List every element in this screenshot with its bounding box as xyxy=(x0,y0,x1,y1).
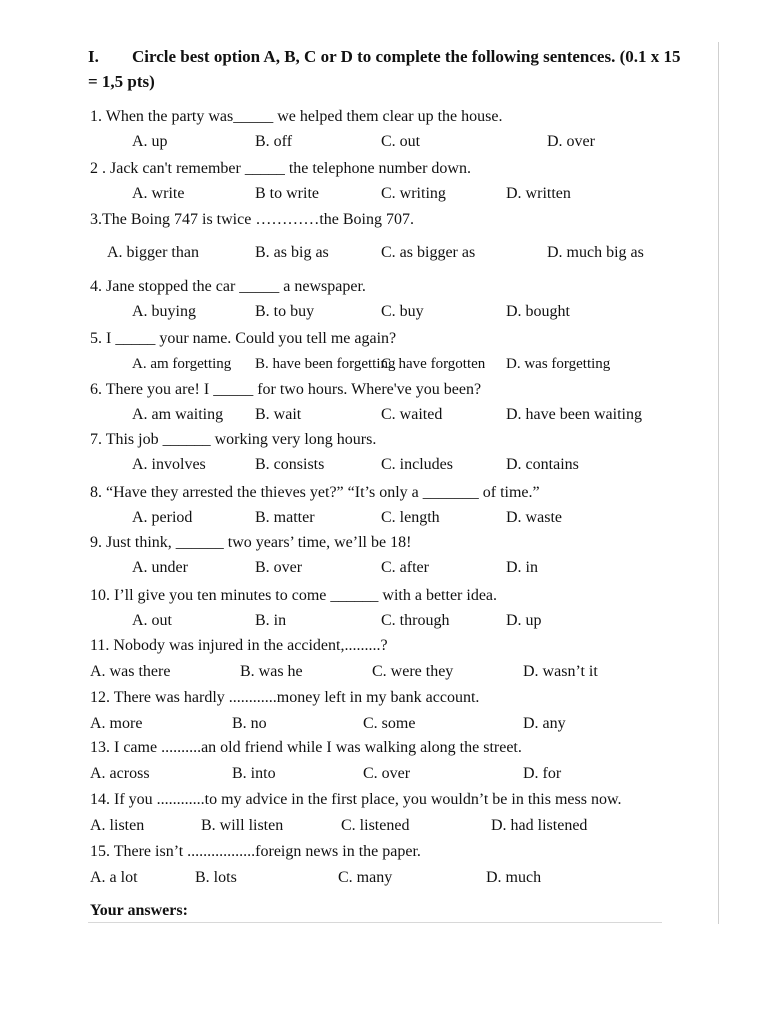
question-6-option-b[interactable]: B. wait xyxy=(255,406,302,423)
question-4-text: 4. Jane stopped the car _____ a newspaper. xyxy=(90,278,366,295)
question-12-option-a[interactable]: A. more xyxy=(90,715,143,732)
question-9-option-b[interactable]: B. over xyxy=(255,559,303,576)
question-4-option-d[interactable]: D. bought xyxy=(506,303,570,320)
question-14-option-d[interactable]: D. had listened xyxy=(491,817,588,834)
question-12-option-b[interactable]: B. no xyxy=(232,715,267,732)
question-8-text: 8. “Have they arrested the thieves yet?” “It’s only a _______ of time.” xyxy=(90,484,540,501)
question-9-option-c[interactable]: C. after xyxy=(381,559,429,576)
question-15-option-b[interactable]: B. lots xyxy=(195,869,237,886)
question-7-option-b[interactable]: B. consists xyxy=(255,456,325,473)
question-12-option-c[interactable]: C. some xyxy=(363,715,416,732)
question-5-option-d[interactable]: D. was forgetting xyxy=(506,356,611,372)
question-10-option-c[interactable]: C. through xyxy=(381,612,450,629)
question-9-option-d[interactable]: D. in xyxy=(506,559,538,576)
section-instruction: Circle best option A, B, C or D to complete the following sentences. (0.1 x 15 = 1,5 pts) xyxy=(88,47,681,91)
question-2-option-a[interactable]: A. write xyxy=(132,185,185,202)
question-3-option-c[interactable]: C. as bigger as xyxy=(381,244,476,261)
question-11-option-c[interactable]: C. were they xyxy=(372,663,454,680)
question-3-option-d[interactable]: D. much big as xyxy=(547,244,644,261)
question-12-option-d[interactable]: D. any xyxy=(523,715,566,732)
question-10-option-b[interactable]: B. in xyxy=(255,612,287,629)
question-15-option-c[interactable]: C. many xyxy=(338,869,393,886)
question-8-option-c[interactable]: C. length xyxy=(381,509,440,526)
question-14-option-c[interactable]: C. listened xyxy=(341,817,410,834)
question-13-option-a[interactable]: A. across xyxy=(90,765,150,782)
question-13-option-c[interactable]: C. over xyxy=(363,765,411,782)
question-5-option-a[interactable]: A. am forgetting xyxy=(132,356,232,372)
question-4-option-a[interactable]: A. buying xyxy=(132,303,196,320)
question-14-option-b[interactable]: B. will listen xyxy=(201,817,284,834)
question-12-text: 12. There was hardly ............money left in my bank account. xyxy=(90,689,480,706)
question-15-text: 15. There isn’t .................foreign news in the paper. xyxy=(90,843,421,860)
question-2-option-b[interactable]: B to write xyxy=(255,185,319,202)
question-11-option-d[interactable]: D. wasn’t it xyxy=(523,663,598,680)
question-14-option-a[interactable]: A. listen xyxy=(90,817,145,834)
question-11-text: 11. Nobody was injured in the accident,.........? xyxy=(90,637,388,654)
question-11-option-b[interactable]: B. was he xyxy=(240,663,303,680)
question-7-option-a[interactable]: A. involves xyxy=(132,456,206,473)
question-8-option-b[interactable]: B. matter xyxy=(255,509,315,526)
question-3-option-a[interactable]: A. bigger than xyxy=(107,244,199,261)
question-6-option-a[interactable]: A. am waiting xyxy=(132,406,224,423)
question-13-text: 13. I came ..........an old friend while I was walking along the street. xyxy=(90,739,522,756)
question-3-text: 3.The Boing 747 is twice …………the Boing 707. xyxy=(90,211,414,228)
question-5-text: 5. I _____ your name. Could you tell me again? xyxy=(90,330,397,347)
question-2-option-c[interactable]: C. writing xyxy=(381,185,446,202)
question-8-option-a[interactable]: A. period xyxy=(132,509,193,526)
answers-label: Your answers: xyxy=(90,902,188,919)
question-13-option-b[interactable]: B. into xyxy=(232,765,276,782)
question-1-option-a[interactable]: A. up xyxy=(132,133,168,150)
question-10-text: 10. I’ll give you ten minutes to come ______ with a better idea. xyxy=(90,587,498,604)
question-14-text: 14. If you ............to my advice in the first place, you wouldn’t be in this mess now. xyxy=(90,791,622,808)
question-6-text: 6. There you are! I _____ for two hours. Where've you been? xyxy=(90,381,482,398)
answers-line xyxy=(88,922,662,923)
question-13-option-d[interactable]: D. for xyxy=(523,765,562,782)
question-15-option-d[interactable]: D. much xyxy=(486,869,542,886)
question-1-option-c[interactable]: C. out xyxy=(381,133,421,150)
question-9-option-a[interactable]: A. under xyxy=(132,559,188,576)
question-5-option-b[interactable]: B. have been forgetting xyxy=(255,356,396,372)
question-6-option-d[interactable]: D. have been waiting xyxy=(506,406,642,423)
question-7-text: 7. This job ______ working very long hours. xyxy=(90,431,377,448)
question-7-option-d[interactable]: D. contains xyxy=(506,456,579,473)
question-5-option-c[interactable]: C. have forgotten xyxy=(381,356,486,372)
question-7-option-c[interactable]: C. includes xyxy=(381,456,453,473)
question-11-option-a[interactable]: A. was there xyxy=(90,663,171,680)
question-4-option-b[interactable]: B. to buy xyxy=(255,303,315,320)
question-10-option-d[interactable]: D. up xyxy=(506,612,542,629)
question-6-option-c[interactable]: C. waited xyxy=(381,406,443,423)
question-2-option-d[interactable]: D. written xyxy=(506,185,571,202)
question-8-option-d[interactable]: D. waste xyxy=(506,509,562,526)
question-9-text: 9. Just think, ______ two years’ time, we’ll be 18! xyxy=(90,534,412,551)
question-10-option-a[interactable]: A. out xyxy=(132,612,172,629)
question-2-text: 2 . Jack can't remember _____ the telephone number down. xyxy=(90,160,471,177)
question-3-option-b[interactable]: B. as big as xyxy=(255,244,329,261)
question-15-option-a[interactable]: A. a lot xyxy=(90,869,138,886)
question-1-option-b[interactable]: B. off xyxy=(255,133,293,150)
section-number: I. xyxy=(88,47,99,66)
question-4-option-c[interactable]: C. buy xyxy=(381,303,424,320)
question-1-text: 1. When the party was_____ we helped them clear up the house. xyxy=(90,108,503,125)
question-1-option-d[interactable]: D. over xyxy=(547,133,595,150)
